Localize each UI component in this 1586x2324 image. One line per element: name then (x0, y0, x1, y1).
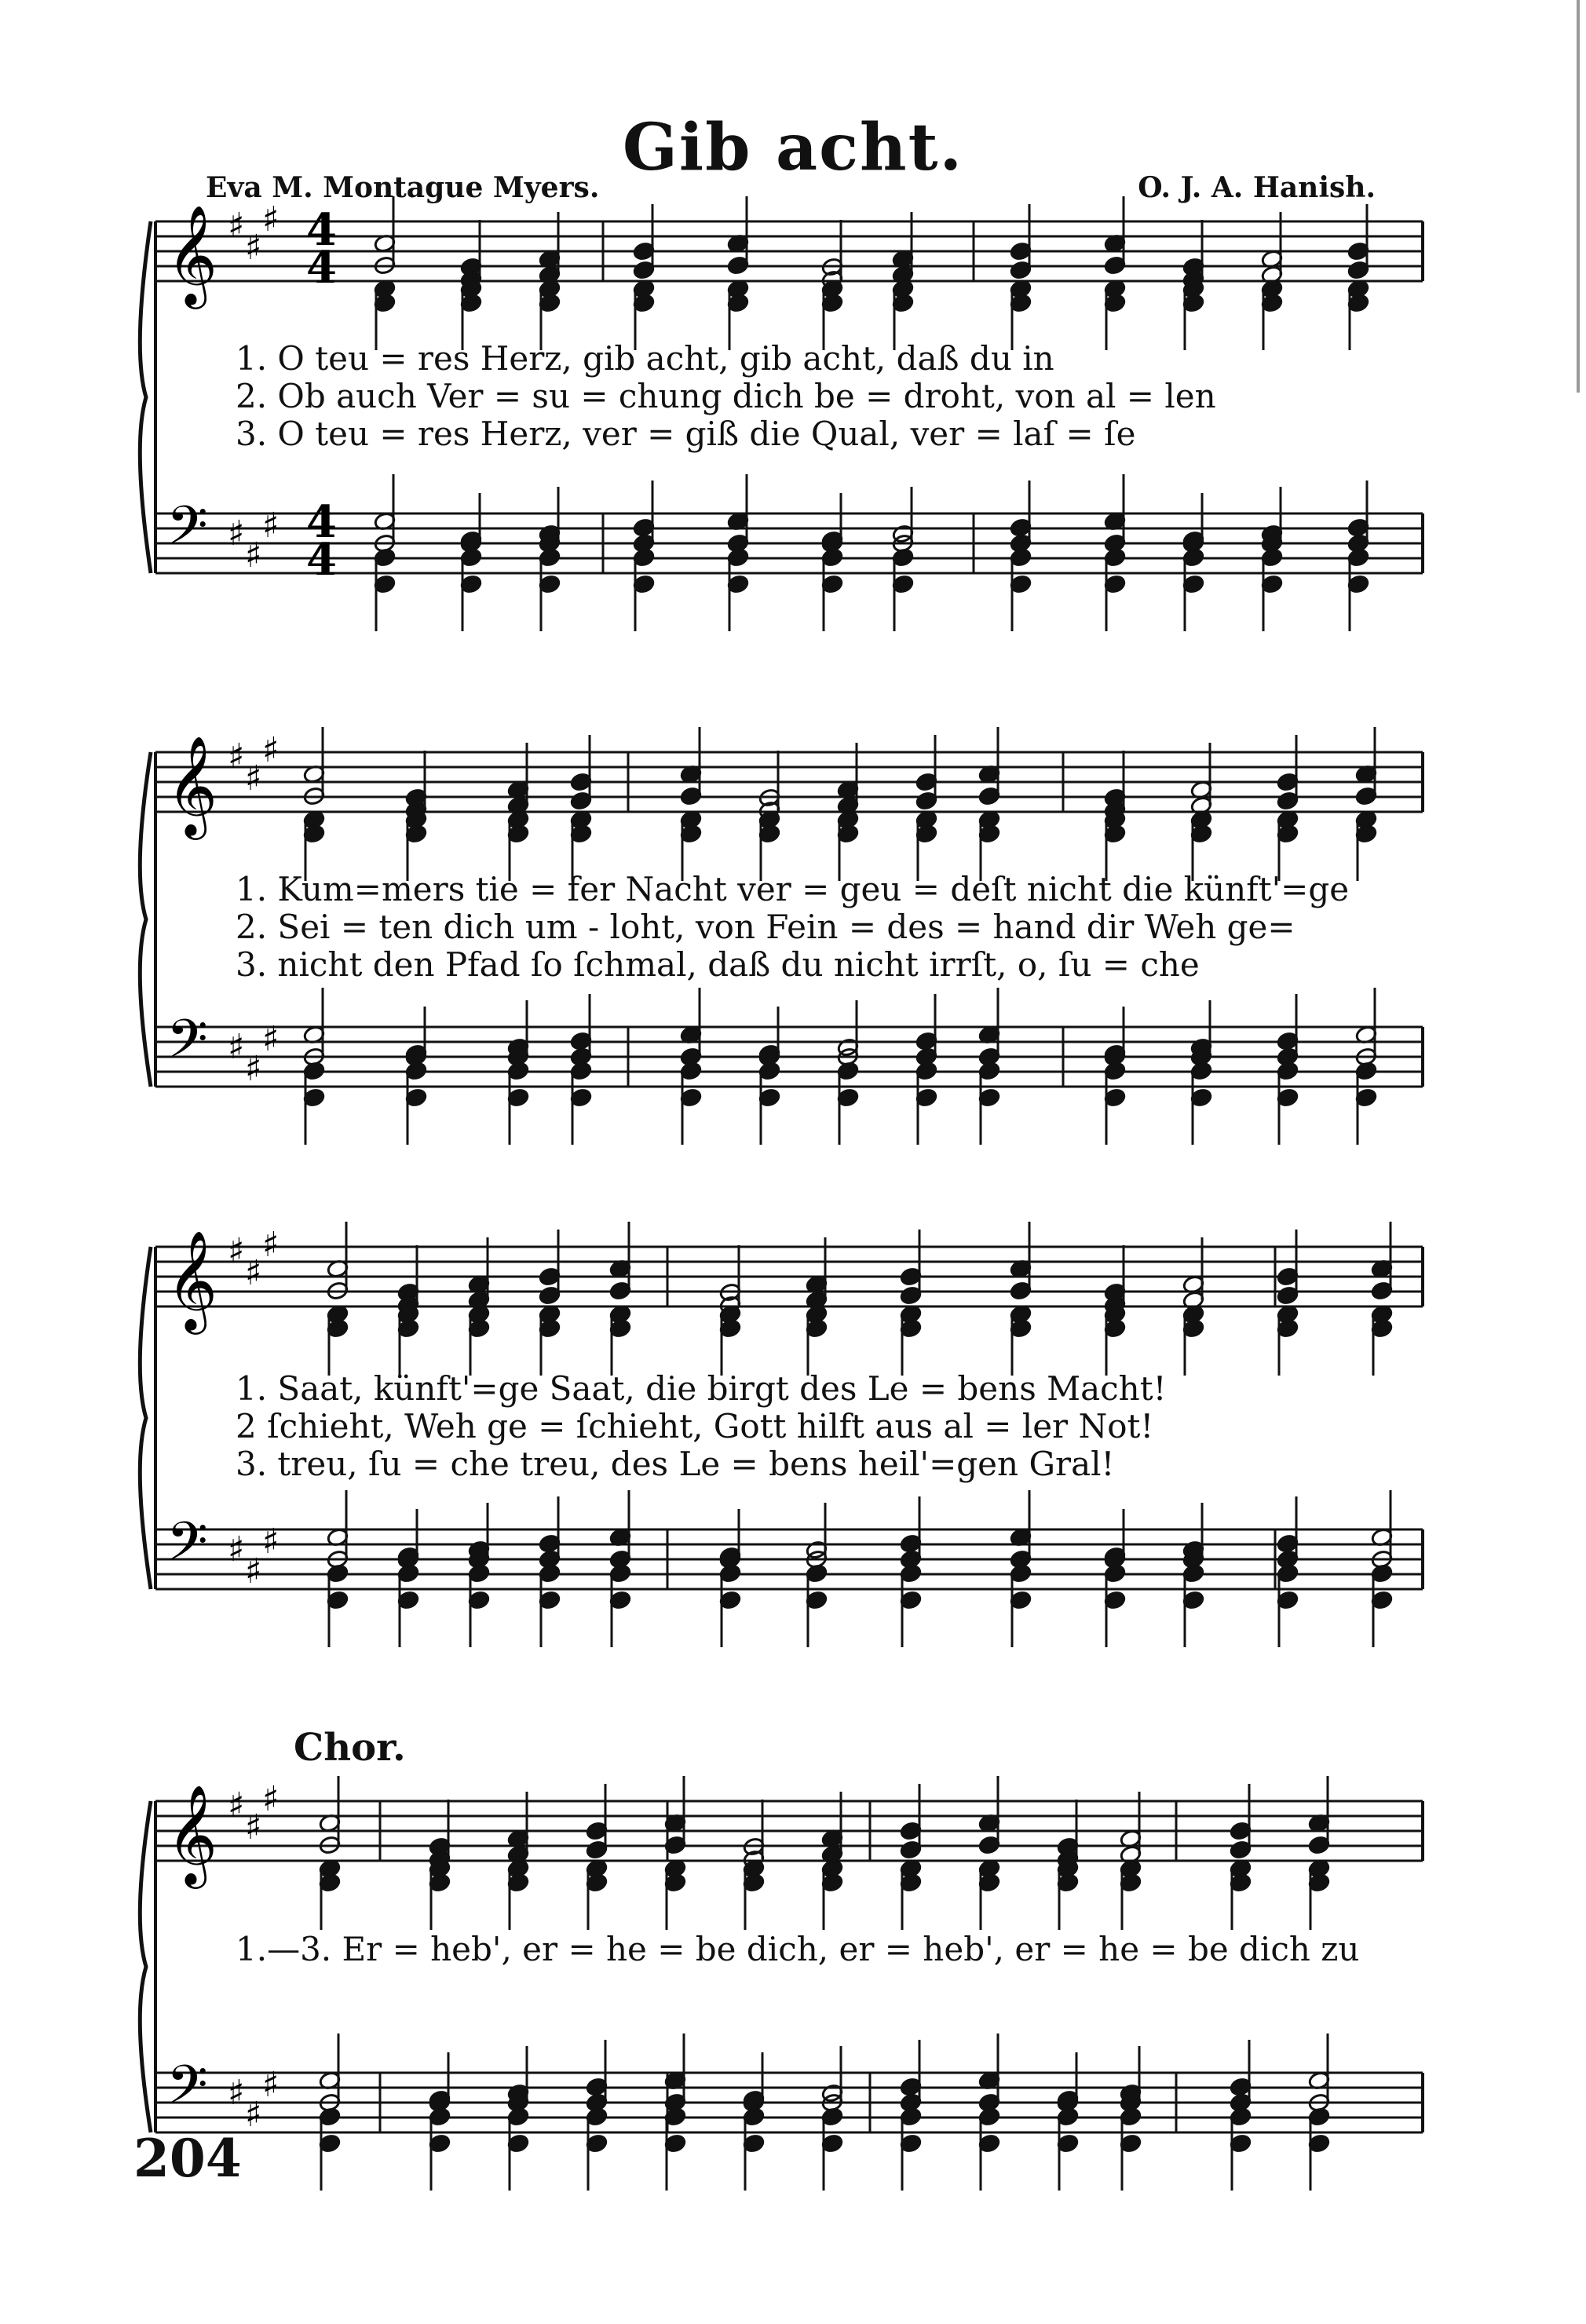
sharp-sign: ♯ (245, 1551, 262, 1591)
hymn-title: Gib acht. (622, 110, 964, 185)
sharp-sign: ♯ (262, 506, 280, 546)
verse-block-4 (236, 1930, 1429, 1971)
sharp-sign: ♯ (262, 199, 280, 239)
verse-line: 2. Sei = ten dich um - loht, von Fein = des = hand dir Weh ge= (236, 908, 1295, 946)
sharp-sign: ♯ (228, 1231, 245, 1271)
sharp-sign: ♯ (228, 736, 245, 776)
sharp-sign: ♯ (228, 206, 245, 246)
sharp-sign: ♯ (245, 1049, 262, 1089)
bass-clef: 𝄢 (166, 1511, 208, 1586)
time-sig-bottom-treble: 4 (306, 242, 337, 294)
sharp-sign: ♯ (228, 1027, 245, 1067)
sharp-sign: ♯ (262, 730, 280, 770)
sharp-sign: ♯ (245, 2095, 262, 2135)
sharp-sign: ♯ (245, 758, 262, 798)
clefs (166, 204, 217, 2129)
page-number: 204 (133, 2128, 242, 2189)
sharp-sign: ♯ (262, 1225, 280, 1265)
treble-clef: 𝄞 (166, 735, 218, 835)
time-sig-top-bass: 4 (306, 496, 337, 548)
chorus-label: Chor. (294, 1726, 406, 1770)
verse-block-2 (236, 870, 1429, 986)
sharp-sign: ♯ (228, 513, 245, 554)
verse-line: 1. Kum=mers tie = fer Nacht ver = geu = deſt nicht die künft'=ge (236, 870, 1350, 908)
verse-block-3 (236, 1369, 1429, 1485)
sharp-sign: ♯ (262, 1779, 280, 1819)
sharp-sign: ♯ (262, 1019, 280, 1059)
verse-line: 3. nicht den Pfad ſo ſchmal, daß du nicht irrſt, o, ſu = che (236, 945, 1200, 984)
system-brace (140, 1247, 151, 1589)
key-signatures (228, 199, 279, 2135)
composer-credit: O. J. A. Hanish. (1138, 171, 1376, 204)
sharp-sign: ♯ (245, 535, 262, 576)
system-brace (140, 752, 151, 1087)
verse-line: 1. Saat, künft'=ge Saat, die birgt des Le = bens Macht! (236, 1369, 1167, 1408)
bass-clef: 𝄢 (166, 2055, 208, 2129)
treble-clef: 𝄞 (166, 1230, 218, 1330)
sharp-sign: ♯ (228, 1529, 245, 1569)
verse-line: 2 ſchieht, Weh ge = ſchieht, Gott hilft aus al = ler Not! (236, 1407, 1154, 1445)
system-brace (140, 221, 151, 573)
lyricist-credit: Eva M. Montague Myers. (206, 171, 600, 204)
verse-line: 2. Ob auch Ver = su = chung dich be = droht, von al = len (236, 377, 1216, 415)
verse-line: 1.—3. Er = heb', er = he = be dich, er = heb', er = he = be dich zu (236, 1930, 1360, 1968)
verse-line: 3. O teu = res Herz, ver = giß die Qual, ver = laſ = ſe (236, 415, 1136, 453)
notes (303, 196, 1394, 2191)
sharp-sign: ♯ (245, 228, 262, 268)
time-sig-top-treble: 4 (306, 204, 337, 256)
verse-line: 3. treu, ſu = che treu, des Le = bens heil'=gen Gral! (236, 1445, 1115, 1483)
system-brace (140, 1801, 151, 2132)
sharp-sign: ♯ (228, 1785, 245, 1825)
sharp-sign: ♯ (262, 1522, 280, 1562)
time-sig-bottom-bass: 4 (306, 534, 337, 586)
sharp-sign: ♯ (245, 1253, 262, 1293)
bass-clef: 𝄢 (166, 495, 208, 570)
sharp-sign: ♯ (228, 2073, 245, 2113)
treble-clef: 𝄞 (166, 1784, 218, 1884)
sharp-sign: ♯ (262, 2065, 280, 2105)
verse-line: 1. O teu = res Herz, gib acht, gib acht, daß du in (236, 339, 1054, 378)
treble-clef: 𝄞 (166, 204, 218, 305)
bass-clef: 𝄢 (166, 1009, 208, 1083)
sharp-sign: ♯ (245, 1807, 262, 1847)
verse-block-1 (236, 339, 1429, 455)
